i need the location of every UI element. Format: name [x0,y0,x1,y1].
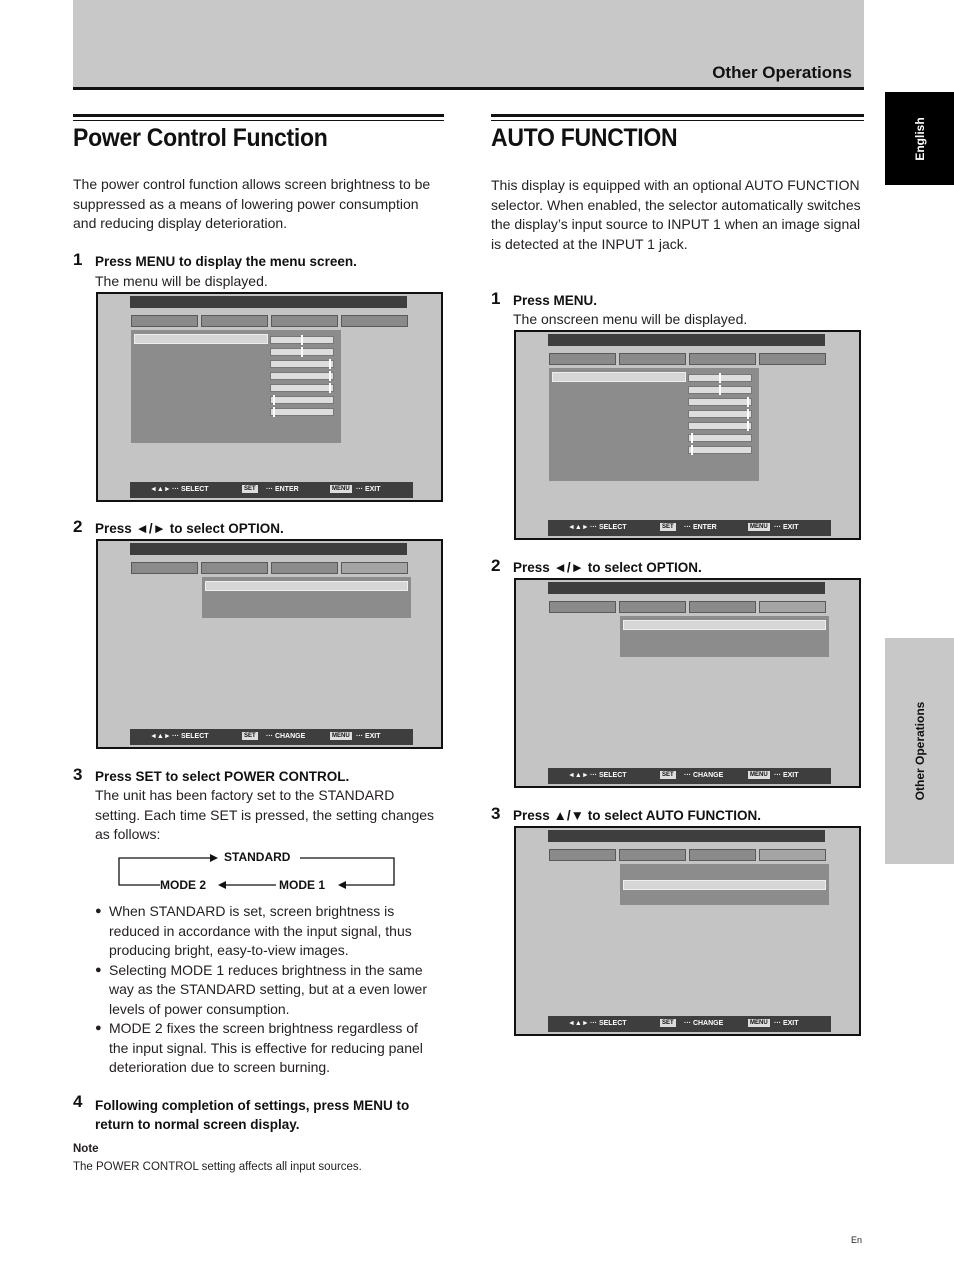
arrows-icon: ◄▲► [568,1020,589,1027]
screen-tab [619,353,686,365]
screen-level-bar [688,446,752,454]
left-step-1-number: 1 [73,250,83,269]
set-key: SET [662,1020,674,1027]
right-step-2-number: 2 [491,556,501,575]
menu-key: MENU [750,772,768,779]
footer-exit: ··· EXIT [356,486,381,493]
section-title: Other Operations [712,63,852,82]
cycle-standard: STANDARD [224,850,291,864]
left-step-3-heading: Press SET to select POWER CONTROL. [95,769,350,784]
bullet-mode-2: ● MODE 2 fixes the screen brightness regardless of the input signal. This is effective for reducing panel deterioration due to screen burning. [95,1019,440,1078]
side-tab-other-operations [885,638,954,864]
side-tab-other-label: Other Operations [912,701,927,801]
left-step-4-number: 4 [73,1092,83,1111]
footer-exit: ··· EXIT [774,524,799,531]
set-key: SET [662,772,674,779]
footer-change: ··· CHANGE [266,733,306,740]
screen-footer [548,768,831,784]
right-step-2-heading: Press ◄/► to select OPTION. [513,560,702,575]
right-step-3-number: 3 [491,804,501,823]
screen-title-bar [548,334,825,346]
screen-level-bar [270,384,334,392]
left-title-rule-thin [73,120,444,121]
screen-tab [271,315,338,327]
page-label: En [851,1235,863,1245]
screen-tab [689,849,756,861]
screen-title-bar [130,296,407,308]
screen-level-bar [688,410,752,418]
footer-select: ··· SELECT [590,1020,627,1027]
screen-level-bar [270,396,334,404]
left-step-4-heading: Following completion of settings, press MENU to return to normal screen display. [95,1098,410,1132]
screen-tab [131,562,198,574]
screen-tab [689,601,756,613]
footer-exit: ··· EXIT [774,772,799,779]
right-title-rule [491,114,864,117]
bullet-standard: ● When STANDARD is set, screen brightness is reduced in accordance with the input signal, thus producing bright, easy-to-view images. [95,902,440,961]
right-intro: This display is equipped with an optional AUTO FUNCTION selector. When enabled, the selector automatically switches the display’s input source to INPUT 1 when an image signal is detected at the INPUT 1 jack. [491,177,861,252]
footer-enter: ··· ENTER [684,524,717,531]
menu-screen-4 [514,578,861,788]
right-step-1-heading: Press MENU. [513,293,598,308]
right-title-rule-thin [491,120,864,121]
menu-key: MENU [332,733,350,740]
screen-tab-option [341,562,408,574]
footer-change: ··· CHANGE [684,1020,724,1027]
screen-level-bar [688,422,752,430]
arrows-icon: ◄▲► [150,486,171,493]
left-title-rule [73,114,444,117]
side-tab-english-label: English [912,116,927,161]
footer-select: ··· SELECT [590,524,627,531]
side-tab-english [885,92,954,185]
set-key: SET [662,524,674,531]
screen-tab [689,353,756,365]
footer-enter: ··· ENTER [266,486,299,493]
left-intro: The power control function allows screen brightness to be suppressed as a means of lowering power consumption and reducing display deterioration. [73,176,431,231]
screen-tab [341,315,408,327]
screen-level-bar [688,374,752,382]
note-text: The POWER CONTROL setting affects all input sources. [73,1161,362,1173]
screen-level-bar [270,360,334,368]
screen-footer [548,1016,831,1032]
cycle-mode-1: MODE 1 [279,878,326,892]
left-step-1-sub: The menu will be displayed. [95,273,268,289]
screen-title-bar [130,543,407,555]
screen-highlight [623,620,826,630]
left-step-1-heading: Press MENU to display the menu screen. [95,254,357,269]
screen-tab [759,353,826,365]
screen-level-bar [270,372,334,380]
arrows-icon: ◄▲► [150,733,171,740]
screen-title-bar [548,582,825,594]
screen-tab [201,315,268,327]
screen-tab [271,562,338,574]
menu-screen-3 [514,330,861,540]
screen-tab [549,849,616,861]
set-key: SET [244,733,256,740]
left-step-3-sub: The unit has been factory set to the STANDARD setting. Each time SET is pressed, the setting changes as follows: [95,787,435,842]
footer-change: ··· CHANGE [684,772,724,779]
screen-highlight-auto-function [623,880,826,890]
power-control-bullets [95,902,440,1078]
screen-footer [130,729,413,745]
right-title: AUTO FUNCTION [491,124,678,152]
screen-tab-option [759,601,826,613]
arrows-icon: ◄▲► [568,524,589,531]
screen-highlight [552,372,686,382]
screen-level-bar [688,434,752,442]
screen-level-bar [270,336,334,344]
set-key: SET [244,486,256,493]
right-step-3-heading: Press ▲/▼ to select AUTO FUNCTION. [513,808,762,823]
screen-tab [549,353,616,365]
footer-select: ··· SELECT [590,772,627,779]
footer-select: ··· SELECT [172,486,209,493]
screen-highlight [205,581,408,591]
screen-tab [619,601,686,613]
right-step-1-sub: The onscreen menu will be displayed. [513,311,748,327]
header-rule [73,87,864,90]
screen-title-bar [548,830,825,842]
note-label: Note [73,1143,99,1155]
arrows-icon: ◄▲► [568,772,589,779]
screen-level-bar [270,348,334,356]
left-title: Power Control Function [73,124,328,152]
menu-screen-1 [96,292,443,502]
left-step-2-number: 2 [73,517,83,536]
screen-tab-option [759,849,826,861]
footer-select: ··· SELECT [172,733,209,740]
menu-key: MENU [750,524,768,531]
left-step-3-number: 3 [73,765,83,784]
footer-exit: ··· EXIT [356,733,381,740]
screen-tab [131,315,198,327]
screen-tab [549,601,616,613]
screen-tab [619,849,686,861]
menu-screen-2 [96,539,443,749]
screen-tab [201,562,268,574]
screen-level-bar [270,408,334,416]
screen-level-bar [688,386,752,394]
footer-exit: ··· EXIT [774,1020,799,1027]
screen-level-bar [688,398,752,406]
menu-key: MENU [332,486,350,493]
screen-footer [130,482,413,498]
screen-highlight [134,334,268,344]
bullet-mode-1: ● Selecting MODE 1 reduces brightness in the same way as the STANDARD setting, but at a even lower levels of power consumption. [95,961,440,1020]
screen-footer [548,520,831,536]
left-step-2-heading: Press ◄/► to select OPTION. [95,521,284,536]
right-step-1-number: 1 [491,289,501,308]
power-control-cycle-diagram [118,848,398,896]
cycle-mode-2: MODE 2 [160,878,207,892]
menu-screen-5 [514,826,861,1036]
menu-key: MENU [750,1020,768,1027]
